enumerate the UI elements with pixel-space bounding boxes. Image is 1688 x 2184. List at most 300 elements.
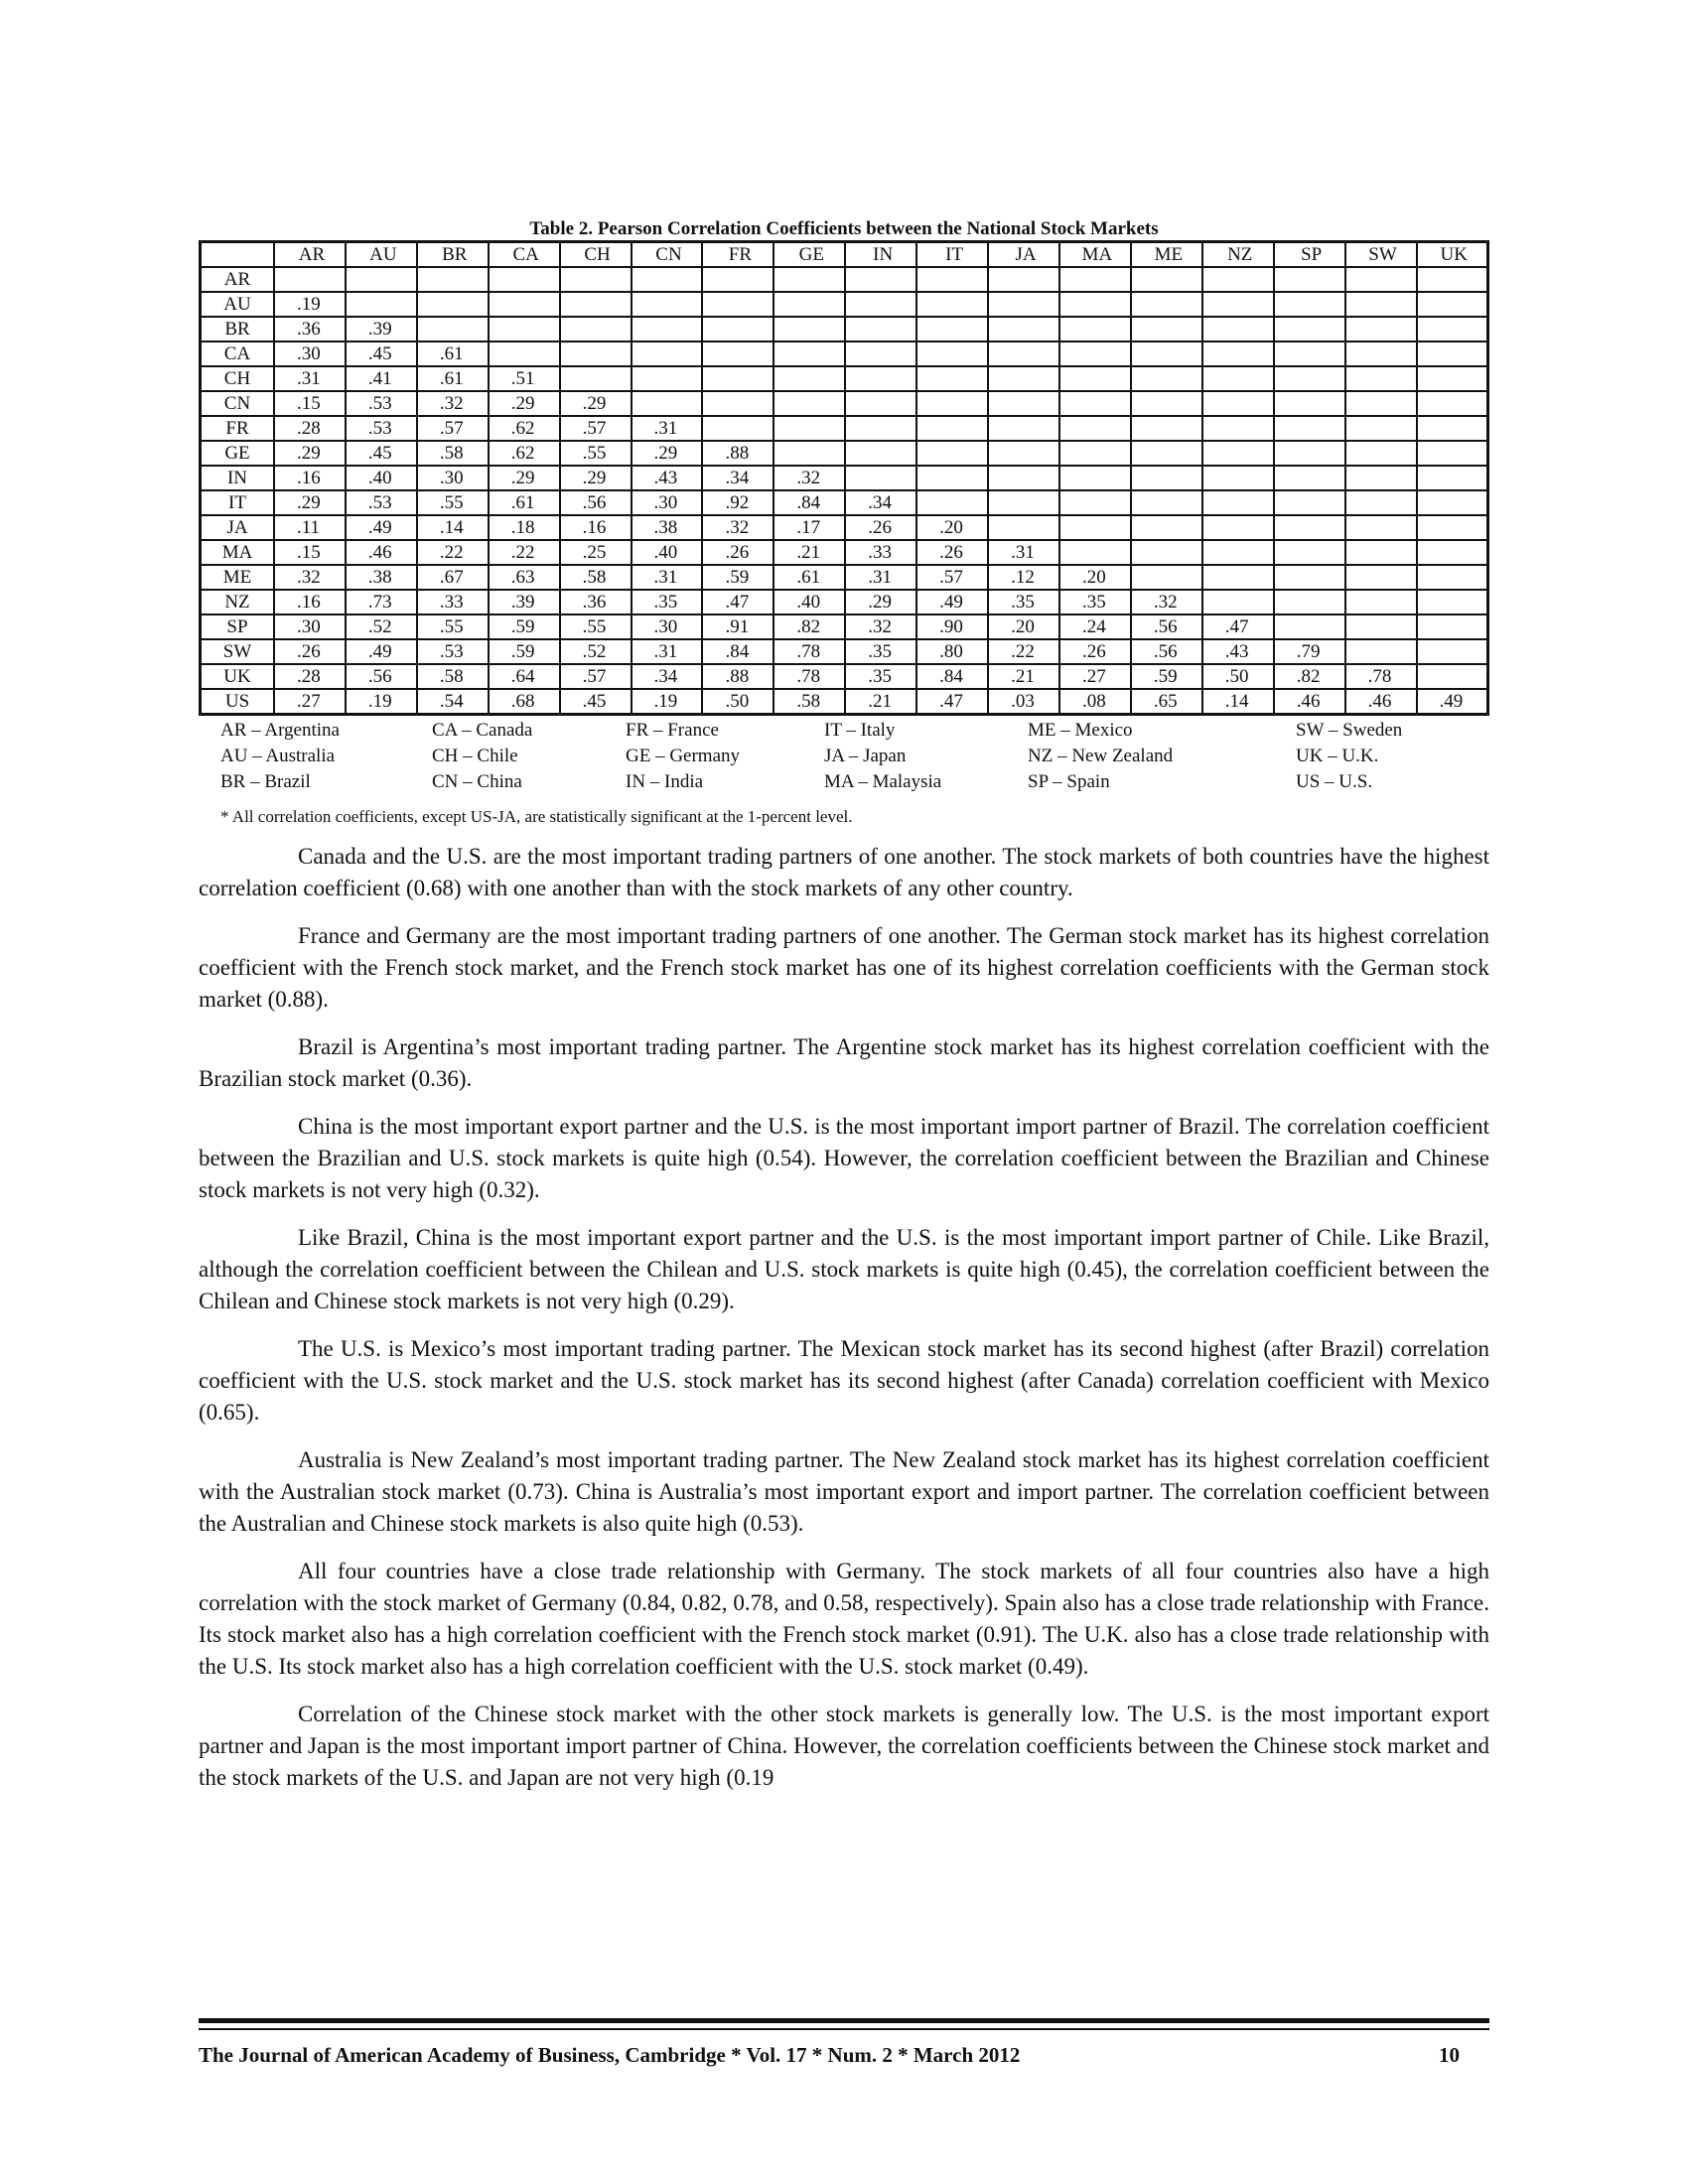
body-paragraph: All four countries have a close trade relationship with Germany. The stock markets of all four countries also have a high correlation with the stock market of Germany (0.84, 0.82, 0.78, and 0.58, respectively). Spain also has a close trade relationship with France. Its stock market also has a high correlation coefficient with the French stock market (0.91). The U.K. also has a close trade relationship with the U.S. Its stock market also has a high correlation coefficient with the U.S. stock market (0.49). [199, 1559, 1489, 1679]
table-cell: .49 [1417, 689, 1488, 715]
table-cell [1417, 366, 1488, 391]
table-cell: .40 [632, 540, 703, 565]
table-cell: .16 [560, 515, 632, 540]
table-cell [346, 267, 417, 292]
table-cell [702, 292, 774, 317]
table-cell: .82 [1274, 664, 1345, 689]
table-cell [1059, 490, 1131, 515]
table-cell: .29 [489, 391, 560, 416]
table-cell: .53 [346, 391, 417, 416]
table-cell [845, 366, 916, 391]
legend-item: IN – India [626, 771, 704, 792]
body-paragraph: Canada and the U.S. are the most important trading partners of one another. The stock markets of both countries have the highest correlation coefficient (0.68) with one another than with the stock markets of any other country. [199, 844, 1489, 900]
table-title: Table 2. Pearson Correlation Coefficients between the National Stock Markets [529, 218, 1159, 239]
table-cell: .43 [1202, 639, 1274, 664]
table-cell [1417, 664, 1488, 689]
row-header-uk: UK [201, 664, 275, 689]
table-cell: .51 [489, 366, 560, 391]
table-cell: .21 [845, 689, 916, 715]
table-cell: .84 [702, 639, 774, 664]
table-cell: .56 [346, 664, 417, 689]
table-cell [1417, 416, 1488, 441]
table-cell [1202, 317, 1274, 341]
legend-item: MA – Malaysia [824, 771, 942, 792]
table-cell [916, 267, 988, 292]
table-cell: .30 [417, 466, 489, 490]
table-cell [916, 317, 988, 341]
table-cell: .03 [988, 689, 1059, 715]
table-cell: .47 [702, 590, 774, 614]
table-cell [845, 466, 916, 490]
table-cell: .34 [702, 466, 774, 490]
table-cell: .54 [417, 689, 489, 715]
table-cell [1417, 391, 1488, 416]
table-cell [1059, 416, 1131, 441]
table-cell [1345, 515, 1417, 540]
table-cell: .16 [274, 466, 346, 490]
row-header-br: BR [201, 317, 275, 341]
table-cell: .32 [845, 614, 916, 639]
table-cell [702, 267, 774, 292]
legend-item: CH – Chile [432, 746, 518, 766]
table-cell [1131, 515, 1202, 540]
table-cell [1345, 490, 1417, 515]
table-cell: .57 [417, 416, 489, 441]
column-header-in: IN [845, 242, 916, 268]
table-cell: .39 [346, 317, 417, 341]
table-cell [1131, 416, 1202, 441]
table-cell [916, 490, 988, 515]
table-cell: .61 [417, 341, 489, 366]
table-cell [560, 341, 632, 366]
table-cell [1274, 565, 1345, 590]
table-cell: .50 [702, 689, 774, 715]
table-cell: .29 [560, 391, 632, 416]
table-cell: .43 [632, 466, 703, 490]
table-cell: .78 [774, 664, 845, 689]
table-cell: .55 [417, 490, 489, 515]
table-cell: .36 [560, 590, 632, 614]
table-cell [1131, 341, 1202, 366]
table-cell [774, 391, 845, 416]
table-cell: .47 [1202, 614, 1274, 639]
table-cell: .35 [845, 639, 916, 664]
table-cell: .30 [274, 341, 346, 366]
table-note: * All correlation coefficients, except US-JA, are statistically significant at the 1-percent level. [220, 807, 853, 826]
table-cell: .26 [916, 540, 988, 565]
row-header-fr: FR [201, 416, 275, 441]
table-cell: .57 [560, 664, 632, 689]
table-cell [845, 416, 916, 441]
table-cell: .55 [560, 614, 632, 639]
column-header-br: BR [417, 242, 489, 268]
table-cell: .19 [274, 292, 346, 317]
table-cell: .35 [1059, 590, 1131, 614]
table-cell [489, 267, 560, 292]
table-row [201, 416, 1488, 441]
table-cell [1417, 590, 1488, 614]
table-cell: .62 [489, 441, 560, 466]
table-cell: .35 [845, 664, 916, 689]
table-cell: .62 [489, 416, 560, 441]
table-cell: .27 [274, 689, 346, 715]
legend-item: CN – China [432, 771, 522, 792]
table-cell [1274, 441, 1345, 466]
table-cell [1417, 490, 1488, 515]
row-header-au: AU [201, 292, 275, 317]
table-cell [489, 292, 560, 317]
table-cell [1345, 341, 1417, 366]
row-header-ja: JA [201, 515, 275, 540]
table-cell: .31 [845, 565, 916, 590]
table-cell [916, 416, 988, 441]
row-header-sp: SP [201, 614, 275, 639]
table-cell: .40 [774, 590, 845, 614]
table-cell [845, 317, 916, 341]
table-cell: .31 [274, 366, 346, 391]
table-cell: .20 [1059, 565, 1131, 590]
table-cell: .88 [702, 664, 774, 689]
legend-item: US – U.S. [1296, 771, 1373, 792]
row-header-ar: AR [201, 267, 275, 292]
table-cell: .78 [774, 639, 845, 664]
table-cell [1202, 466, 1274, 490]
table-cell: .53 [417, 639, 489, 664]
table-row [201, 441, 1488, 466]
table-cell [632, 391, 703, 416]
table-cell [417, 267, 489, 292]
column-header-ja: JA [988, 242, 1059, 268]
table-cell [1131, 540, 1202, 565]
table-cell: .59 [489, 639, 560, 664]
table-cell [1131, 391, 1202, 416]
table-cell [702, 391, 774, 416]
table-cell [1417, 540, 1488, 565]
table-cell [632, 317, 703, 341]
table-cell [632, 292, 703, 317]
table-cell [1274, 317, 1345, 341]
table-cell [1059, 292, 1131, 317]
column-header-au: AU [346, 242, 417, 268]
table-cell: .39 [489, 590, 560, 614]
table-cell: .36 [274, 317, 346, 341]
row-header-in: IN [201, 466, 275, 490]
table-cell [632, 341, 703, 366]
table-cell: .68 [489, 689, 560, 715]
table-cell [1345, 540, 1417, 565]
table-cell [1202, 292, 1274, 317]
table-cell [1059, 341, 1131, 366]
table-cell [1059, 515, 1131, 540]
row-header-ma: MA [201, 540, 275, 565]
table-cell: .31 [988, 540, 1059, 565]
table-cell: .56 [560, 490, 632, 515]
table-cell: .32 [702, 515, 774, 540]
table-cell: .20 [988, 614, 1059, 639]
table-cell [1202, 416, 1274, 441]
table-cell [774, 416, 845, 441]
table-cell [560, 292, 632, 317]
legend-item: SP – Spain [1028, 771, 1110, 792]
table-cell [1202, 565, 1274, 590]
table-cell: .17 [774, 515, 845, 540]
table-cell: .08 [1059, 689, 1131, 715]
table-cell: .32 [1131, 590, 1202, 614]
column-header-ge: GE [774, 242, 845, 268]
table-cell [916, 292, 988, 317]
table-cell: .84 [916, 664, 988, 689]
table-cell: .26 [274, 639, 346, 664]
row-header-ge: GE [201, 441, 275, 466]
column-header-sp: SP [1274, 242, 1345, 268]
row-header-sw: SW [201, 639, 275, 664]
legend-item: JA – Japan [824, 746, 907, 766]
table-cell [988, 341, 1059, 366]
table-cell: .30 [632, 490, 703, 515]
table-cell: .29 [489, 466, 560, 490]
table-cell: .41 [346, 366, 417, 391]
table-cell: .14 [1202, 689, 1274, 715]
legend-item: BR – Brazil [220, 771, 311, 792]
table-cell [489, 317, 560, 341]
table-cell: .58 [560, 565, 632, 590]
table-corner-cell [201, 242, 275, 268]
table-cell: .15 [274, 391, 346, 416]
table-cell [702, 317, 774, 341]
table-cell [988, 416, 1059, 441]
table-cell: .88 [702, 441, 774, 466]
table-cell: .32 [417, 391, 489, 416]
legend-item: IT – Italy [824, 720, 896, 741]
column-header-ca: CA [489, 242, 560, 268]
table-cell: .46 [1345, 689, 1417, 715]
table-cell [1345, 441, 1417, 466]
table-cell: .55 [560, 441, 632, 466]
table-cell: .59 [1131, 664, 1202, 689]
table-cell [988, 515, 1059, 540]
table-cell [1274, 515, 1345, 540]
table-cell [1274, 540, 1345, 565]
table-cell: .35 [988, 590, 1059, 614]
body-paragraph: The U.S. is Mexico’s most important trading partner. The Mexican stock market has its second highest (after Brazil) correlation coefficient with the U.S. stock market and the U.S. stock market has its second highest (after Canada) correlation coefficient with Mexico (0.65). [199, 1336, 1489, 1425]
table-cell: .79 [1274, 639, 1345, 664]
column-header-uk: UK [1417, 242, 1488, 268]
table-row [201, 292, 1488, 317]
table-cell: .28 [274, 664, 346, 689]
table-cell: .63 [489, 565, 560, 590]
table-row [201, 689, 1488, 715]
table-row [201, 317, 1488, 341]
body-paragraph: Correlation of the Chinese stock market with the other stock markets is generally low. The U.S. is the most important export partner and Japan is the most important import partner of China. However, the correlation coefficients between the Chinese stock market and the stock markets of the U.S. and Japan are not very high (0.19 [199, 1702, 1489, 1790]
table-cell [1202, 366, 1274, 391]
table-cell: .22 [489, 540, 560, 565]
table-cell: .38 [346, 565, 417, 590]
table-cell [774, 317, 845, 341]
table-cell [1417, 639, 1488, 664]
table-cell: .49 [916, 590, 988, 614]
table-cell: .27 [1059, 664, 1131, 689]
table-cell [1202, 590, 1274, 614]
legend-item: GE – Germany [626, 746, 741, 766]
table-cell [702, 341, 774, 366]
body-text [199, 841, 1489, 1794]
table-cell: .58 [417, 664, 489, 689]
table-cell: .22 [988, 639, 1059, 664]
table-cell: .29 [560, 466, 632, 490]
legend-item: NZ – New Zealand [1028, 746, 1174, 766]
table-cell: .61 [489, 490, 560, 515]
table-cell: .50 [1202, 664, 1274, 689]
column-header-sw: SW [1345, 242, 1417, 268]
table-cell [1059, 540, 1131, 565]
table-cell: .29 [632, 441, 703, 466]
table-cell [845, 391, 916, 416]
table-cell: .80 [916, 639, 988, 664]
table-row [201, 614, 1488, 639]
table-cell [1345, 416, 1417, 441]
row-header-cn: CN [201, 391, 275, 416]
table-cell: .26 [845, 515, 916, 540]
table-cell [274, 267, 346, 292]
correlation-table [199, 240, 1489, 716]
table-cell [1131, 267, 1202, 292]
table-cell: .45 [560, 689, 632, 715]
table-cell [1131, 441, 1202, 466]
table-cell [1059, 317, 1131, 341]
table-cell [417, 292, 489, 317]
table-cell: .19 [346, 689, 417, 715]
table-cell: .35 [632, 590, 703, 614]
column-header-me: ME [1131, 242, 1202, 268]
table-cell: .53 [346, 490, 417, 515]
row-header-me: ME [201, 565, 275, 590]
table-cell [1274, 466, 1345, 490]
table-cell [1417, 515, 1488, 540]
legend-item: ME – Mexico [1028, 720, 1133, 741]
table-cell [1274, 416, 1345, 441]
table-cell: .26 [1059, 639, 1131, 664]
column-header-cn: CN [632, 242, 703, 268]
row-header-ch: CH [201, 366, 275, 391]
table-cell [1274, 391, 1345, 416]
table-cell [988, 466, 1059, 490]
table-cell [346, 292, 417, 317]
table-cell: .56 [1131, 639, 1202, 664]
table-cell [1202, 391, 1274, 416]
table-cell [1345, 267, 1417, 292]
table-cell: .73 [346, 590, 417, 614]
table-cell [1059, 466, 1131, 490]
table-cell [417, 317, 489, 341]
row-header-ca: CA [201, 341, 275, 366]
table-cell [1345, 466, 1417, 490]
table-row [201, 341, 1488, 366]
table-cell: .84 [774, 490, 845, 515]
table-cell [1345, 614, 1417, 639]
footer-rule-thin [199, 2028, 1489, 2030]
table-cell [988, 292, 1059, 317]
body-paragraph: Brazil is Argentina’s most important trading partner. The Argentine stock market has its highest correlation coefficient with the Brazilian stock market (0.36). [199, 1034, 1489, 1091]
table-cell: .18 [489, 515, 560, 540]
table-cell [1417, 565, 1488, 590]
table-cell [988, 490, 1059, 515]
table-cell: .61 [417, 366, 489, 391]
table-cell: .52 [560, 639, 632, 664]
table-cell: .25 [560, 540, 632, 565]
table-cell [560, 317, 632, 341]
table-cell [1274, 366, 1345, 391]
table-cell [1417, 267, 1488, 292]
table-cell: .65 [1131, 689, 1202, 715]
table-cell: .78 [1345, 664, 1417, 689]
legend-item: CA – Canada [432, 720, 533, 741]
table-cell [845, 292, 916, 317]
table-cell [774, 366, 845, 391]
column-header-ch: CH [560, 242, 632, 268]
table-cell [774, 292, 845, 317]
table-cell: .15 [274, 540, 346, 565]
table-cell: .67 [417, 565, 489, 590]
column-header-fr: FR [702, 242, 774, 268]
table-cell: .38 [632, 515, 703, 540]
table-cell: .58 [417, 441, 489, 466]
table-cell [1417, 466, 1488, 490]
table-cell [1345, 391, 1417, 416]
table-cell [1274, 292, 1345, 317]
table-cell: .22 [417, 540, 489, 565]
table-cell: .33 [417, 590, 489, 614]
table-cell: .59 [702, 565, 774, 590]
table-cell [1131, 466, 1202, 490]
table-cell: .31 [632, 565, 703, 590]
table-row [201, 490, 1488, 515]
footer-rule-thick [199, 2018, 1489, 2023]
table-cell: .32 [274, 565, 346, 590]
column-header-it: IT [916, 242, 988, 268]
table-cell: .57 [916, 565, 988, 590]
table-cell [1131, 490, 1202, 515]
table-cell [916, 391, 988, 416]
table-cell [1417, 292, 1488, 317]
table-cell: .57 [560, 416, 632, 441]
table-cell [1202, 267, 1274, 292]
table-row [201, 466, 1488, 490]
table-row [201, 366, 1488, 391]
legend-item: UK – U.K. [1296, 746, 1379, 766]
table-cell [702, 416, 774, 441]
table-cell: .91 [702, 614, 774, 639]
table-cell [845, 341, 916, 366]
table-cell: .82 [774, 614, 845, 639]
column-header-nz: NZ [1202, 242, 1274, 268]
table-cell: .55 [417, 614, 489, 639]
body-paragraph: Like Brazil, China is the most important export partner and the U.S. is the most important import partner of Chile. Like Brazil, although the correlation coefficient between the Chilean and U.S. stock markets is quite high (0.45), the correlation coefficient between the Chilean and Chinese stock markets is not very high (0.29). [199, 1225, 1489, 1313]
body-paragraph: Australia is New Zealand’s most important trading partner. The New Zealand stock market has its highest correlation coefficient with the Australian stock market (0.73). China is Australia’s most important export and import partner. The correlation coefficient between the Australian and Chinese stock markets is also quite high (0.53). [199, 1447, 1489, 1536]
table-row [201, 565, 1488, 590]
table-cell: .56 [1131, 614, 1202, 639]
table-cell: .34 [845, 490, 916, 515]
table-cell: .47 [916, 689, 988, 715]
table-cell [632, 267, 703, 292]
table-cell [988, 267, 1059, 292]
column-header-ar: AR [274, 242, 346, 268]
table-cell [988, 317, 1059, 341]
table-cell [1417, 614, 1488, 639]
table-cell: .49 [346, 639, 417, 664]
table-cell: .29 [274, 441, 346, 466]
table-cell: .92 [702, 490, 774, 515]
table-cell: .30 [274, 614, 346, 639]
